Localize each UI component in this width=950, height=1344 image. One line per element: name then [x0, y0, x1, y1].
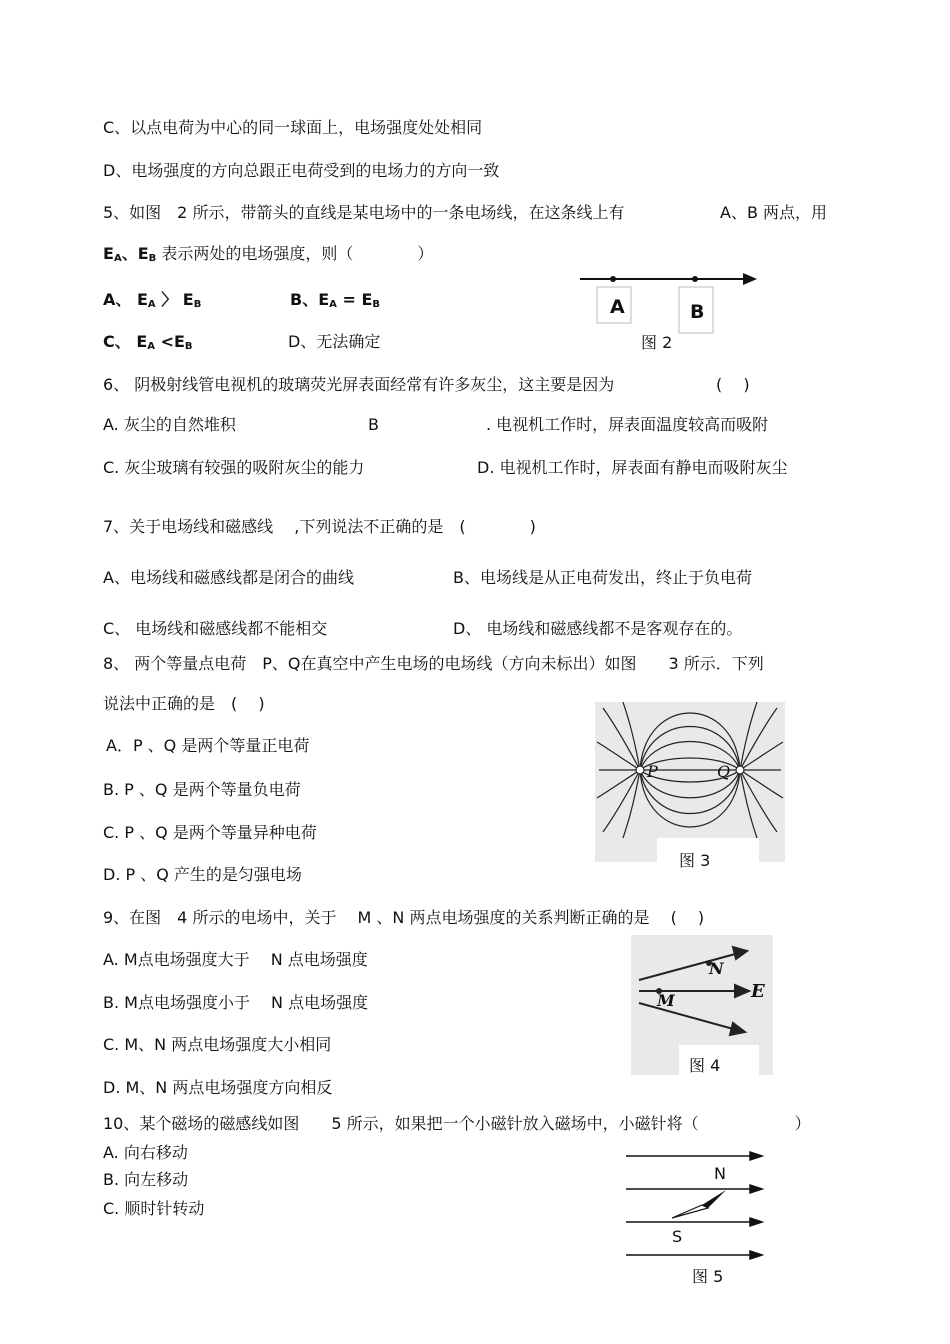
figure-2-label-b: B: [690, 301, 705, 323]
q7-stem: 7、关于电场线和磁感线 ,下列说法不正确的是 ( ): [103, 517, 536, 536]
q9-option-b: B. M点电场强度小于 N 点电场强度: [103, 993, 369, 1012]
q9-option-a: A. M点电场强度大于 N 点电场强度: [103, 950, 368, 969]
q5-option-b: [290, 290, 380, 315]
q8-option-b: B. P 、Q 是两个等量负电荷: [103, 780, 301, 799]
figure-4-label-n: N: [709, 959, 724, 978]
q9-option-c: C. M、N 两点电场强度大小相同: [103, 1035, 332, 1054]
q6-option-a: A. 灰尘的自然堆积: [103, 415, 236, 434]
figure-5-label-n: N: [714, 1164, 726, 1183]
q5-c-sub2: B: [184, 341, 193, 352]
q6-paren: ( ): [716, 375, 750, 394]
q5-option-d: D、无法确定: [288, 332, 381, 351]
q5-a-sub2: B: [193, 299, 202, 310]
q5-e-symbol-2: 、E: [121, 244, 149, 263]
q5-sub-b: B: [148, 253, 157, 264]
q5-option-a: [103, 290, 201, 315]
q5-stem-part3: [103, 244, 433, 269]
q5-stem-part1: 5、如图 2 所示，带箭头的直线是某电场中的一条电场线，在这条线上有: [103, 203, 625, 222]
q6-option-b-text: . 电视机工作时，屏表面温度较高而吸附: [486, 415, 769, 434]
figure-4-caption: 图 4: [689, 1056, 721, 1075]
figure-3-label-p: P: [647, 762, 658, 781]
q7-option-d: D、 电场线和磁感线都不是客观存在的。: [453, 619, 743, 638]
q7-option-c: C、 电场线和磁感线都不能相交: [103, 619, 328, 638]
figure-5-caption: 图 5: [692, 1267, 724, 1286]
q5-a-sub1: A: [147, 299, 156, 310]
figure-2: [575, 266, 765, 356]
q10-stem: 10、某个磁场的磁感线如图 5 所示，如果把一个小磁针放入磁场中，小磁针将（ ）: [103, 1114, 811, 1133]
q8-option-a: A．P 、Q 是两个等量正电荷: [106, 736, 310, 755]
q4-option-d: D、电场强度的方向总跟正电荷受到的电场力的方向一致: [103, 161, 500, 180]
figure-3-caption: 图 3: [679, 851, 711, 870]
q7-option-b: B、电场线是从正电荷发出，终止于负电荷: [453, 568, 752, 587]
figure-5: [622, 1148, 767, 1288]
q5-b-sub2: B: [372, 299, 380, 310]
q8-option-c: C. P 、Q 是两个等量异种电荷: [103, 823, 317, 842]
figure-4-label-e: E: [751, 981, 765, 1002]
figure-2-caption: 图 2: [641, 333, 673, 352]
q8-stem-line1: 8、 两个等量点电荷 P、Q在真空中产生电场的电场线（方向未标出）如图 3 所示．下列: [103, 654, 764, 673]
q8-stem-line2: 说法中正确的是 ( ): [103, 694, 265, 713]
q6-stem: 6、 阴极射线管电视机的玻璃荧光屏表面经常有许多灰尘，这主要是因为: [103, 375, 615, 394]
q5-e-symbol: E: [103, 244, 114, 263]
q10-option-c: C. 顺时针转动: [103, 1199, 205, 1218]
q5-b-op: = E: [336, 290, 373, 309]
q8-option-d: D. P 、Q 产生的是匀强电场: [103, 865, 302, 884]
figure-5-field-lines: [622, 1148, 767, 1268]
q5-stem-part2: A、B 两点，用: [720, 203, 828, 222]
q5-sub-a: A: [113, 253, 122, 264]
q5-b-sub1: A: [329, 299, 337, 310]
figure-3: [595, 702, 785, 894]
q6-option-d: D. 电视机工作时，屏表面有静电而吸附灰尘: [477, 458, 788, 477]
figure-5-label-s: S: [672, 1227, 683, 1246]
figure-2-label-a: A: [610, 296, 625, 318]
figure-4: [631, 935, 773, 1087]
q6-option-b-letter: B: [368, 415, 379, 434]
q5-stem-tail: 表示两处的电场强度，则（ ）: [156, 244, 434, 263]
q9-stem: 9、在图 4 所示的电场中，关于 M 、N 两点电场强度的关系判断正确的是 ( ): [103, 908, 705, 927]
q5-c-sub1: A: [147, 341, 155, 352]
q5-b-label: B、E: [290, 290, 330, 309]
q7-option-a: A、电场线和磁感线都是闭合的曲线: [103, 568, 354, 587]
q5-c-label: C、 E: [103, 332, 148, 351]
q5-option-c: [103, 332, 193, 357]
q9-option-d: D. M、N 两点电场强度方向相反: [103, 1078, 333, 1097]
q4-option-c: C、以点电荷为中心的同一球面上，电场强度处处相同: [103, 118, 483, 137]
q10-option-b: B. 向左移动: [103, 1170, 189, 1189]
q5-a-op: 〉 E: [155, 290, 194, 309]
q6-option-c: C. 灰尘玻璃有较强的吸附灰尘的能力: [103, 458, 365, 477]
q5-a-label: A、 E: [103, 290, 148, 309]
q10-option-a: A. 向右移动: [103, 1143, 188, 1162]
q5-c-op: <E: [155, 332, 185, 351]
figure-3-label-q: Q: [717, 762, 731, 781]
figure-4-label-m: M: [657, 991, 675, 1010]
